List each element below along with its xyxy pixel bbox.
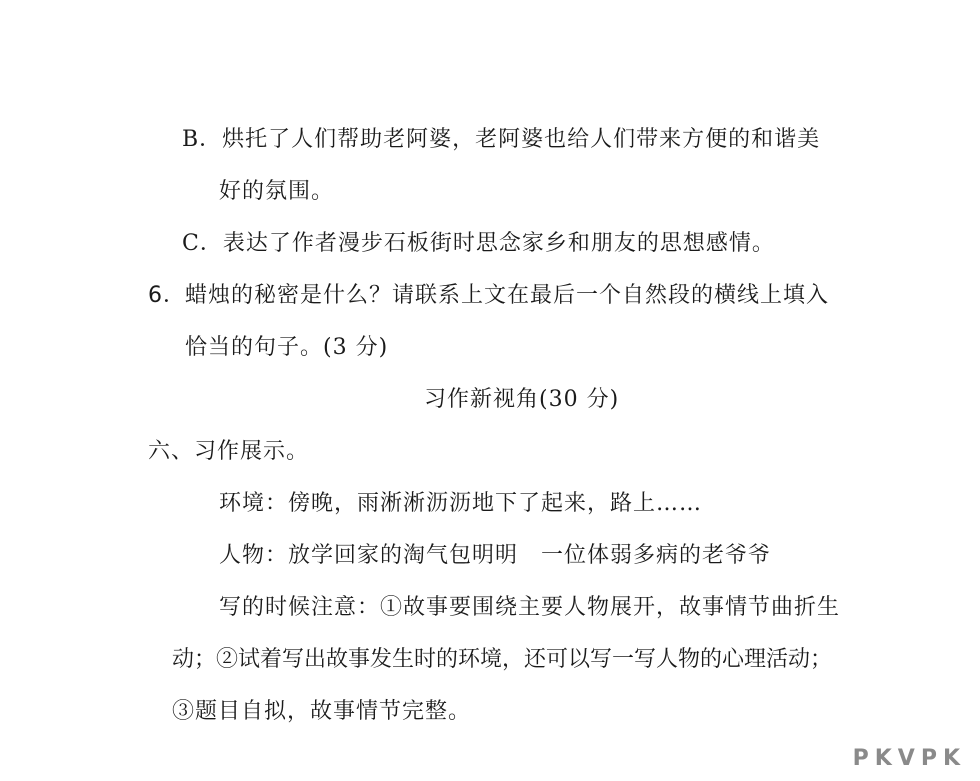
option-b-line1: B．烘托了人们帮助老阿婆，老阿婆也给人们带来方便的和谐美 [182,127,821,152]
notes-line2: 动；②试着写出故事发生时的环境，还可以写一写人物的心理活动； [172,647,833,672]
notes-line3: ③题目自拟，故事情节完整。 [172,699,472,724]
environment-line: 环境：傍晚，雨淅淅沥沥地下了起来，路上…… [219,491,703,516]
section-heading: 习作新视角(30 分) [424,387,620,412]
question-6-line1: 蜡烛的秘密是什么？请联系上文在最后一个自然段的横线上填入 [185,283,830,308]
question-6-number: 6． [148,283,186,308]
option-b-line2: 好的氛围。 [219,179,335,204]
question-6-line2: 恰当的句子。(3 分) [185,335,389,360]
watermark: PKVPK [852,746,966,771]
notes-line1: 写的时候注意：①故事要围绕主要人物展开，故事情节曲折生 [219,595,841,620]
part-6-title: 六、习作展示。 [148,439,310,464]
option-c-line1: C．表达了作者漫步石板街时思念家乡和朋友的思想感情。 [182,231,775,256]
characters-line: 人物：放学回家的淘气包明明 一位体弱多病的老爷爷 [219,543,772,568]
